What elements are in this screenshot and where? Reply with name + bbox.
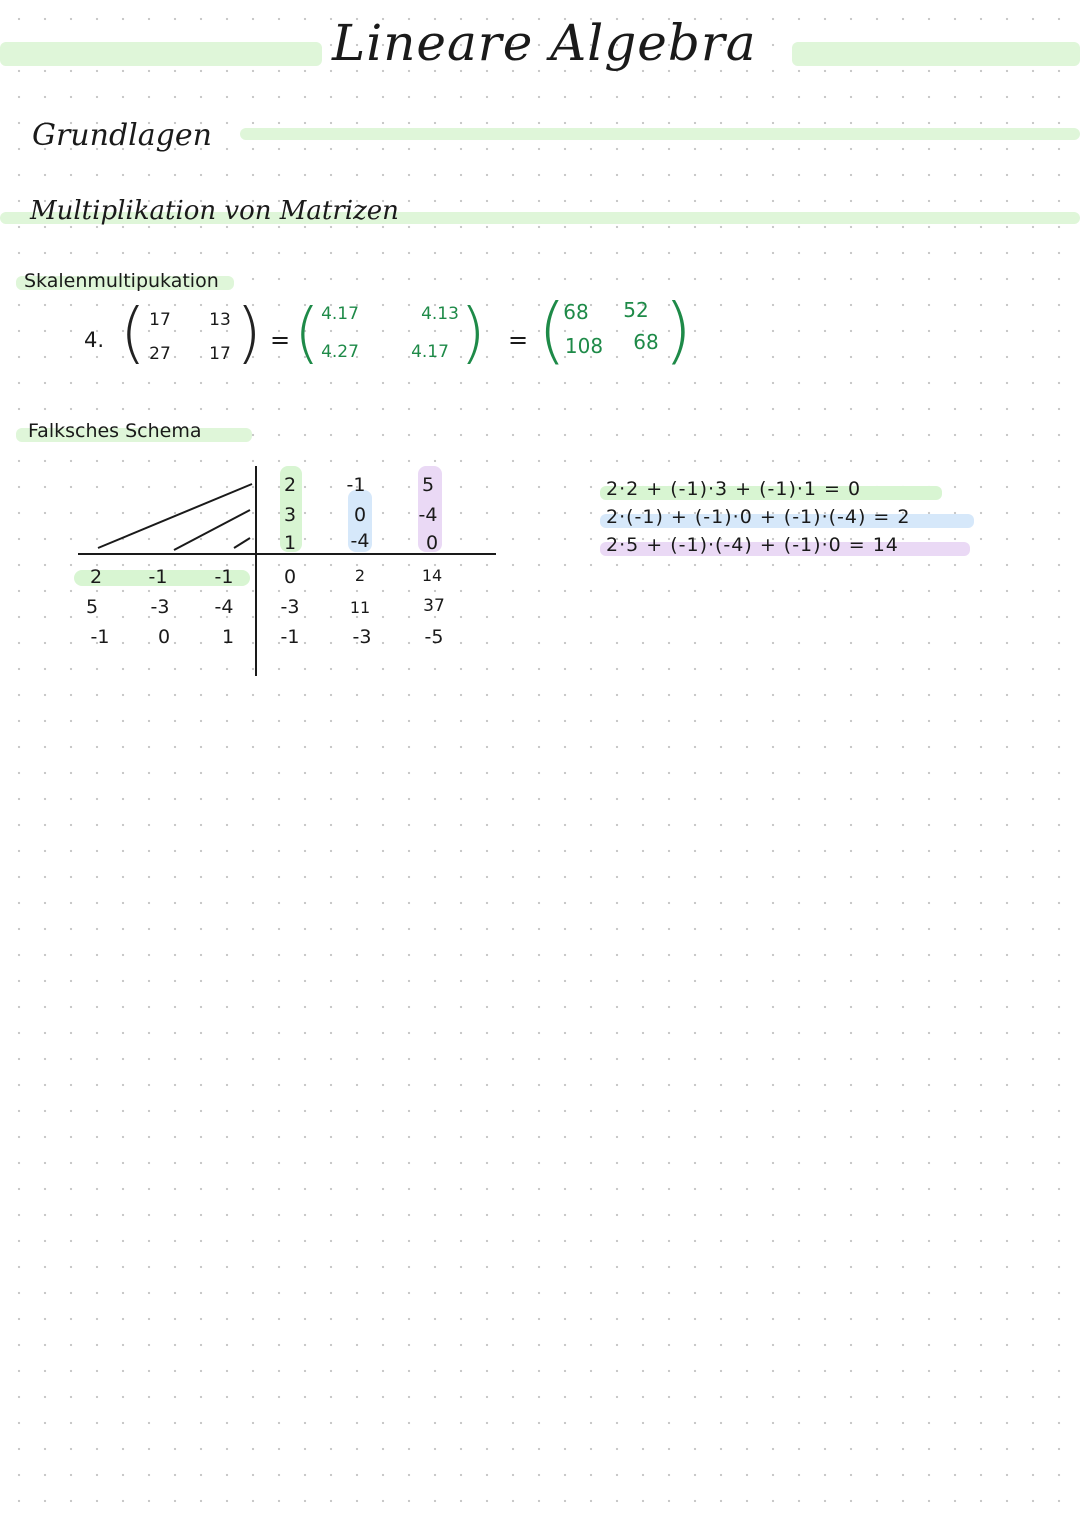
matrix-b-cell: -4 xyxy=(418,504,438,526)
matrix-b-cell: -1 xyxy=(346,474,366,496)
matrix-c-cell: -3 xyxy=(280,596,300,618)
matrix-b-cell: 1 xyxy=(283,532,297,554)
matrix-b-cell: 0 xyxy=(353,504,367,526)
subsection-heading: Multiplikation von Matrizen xyxy=(30,196,399,226)
matrix-a-cell: 0 xyxy=(157,626,171,648)
matrix-left-paren: ( xyxy=(120,294,146,371)
matrix-a-cell: 2 xyxy=(89,566,103,588)
result-right-paren: ) xyxy=(664,288,693,372)
matrix-c-cell: -1 xyxy=(280,626,300,648)
matrix-b-cell: 3 xyxy=(283,504,297,526)
matrix-c-cell: 14 xyxy=(421,566,443,585)
matrix-a-cell: -1 xyxy=(214,566,234,588)
computation-line: 2·(-1) + (-1)·0 + (-1)·(-4) = 2 xyxy=(606,506,911,528)
expanded-cell: 4.27 xyxy=(321,342,359,362)
matrix-c-cell: 11 xyxy=(349,598,371,617)
page-title: Lineare Algebra xyxy=(332,14,757,72)
equals-sign: = xyxy=(270,326,291,354)
result-cell: 68 xyxy=(633,330,659,354)
expanded-right-paren: ) xyxy=(460,294,486,371)
matrix-c-cell: -5 xyxy=(424,626,444,648)
scalar-factor: 4. xyxy=(84,328,105,352)
falk-diagonal-1 xyxy=(98,484,252,548)
expanded-cell: 4.13 xyxy=(421,304,459,324)
matrix-b-cell: 2 xyxy=(283,474,297,496)
expanded-left-paren: ( xyxy=(294,294,320,371)
matrix-a-cell: -4 xyxy=(214,596,234,618)
expanded-cell: 4.17 xyxy=(411,342,449,362)
matrix-right-paren: ) xyxy=(236,294,262,371)
scalar-label: Skalenmultipukation xyxy=(24,270,219,292)
matrix-b-cell: -4 xyxy=(350,530,370,552)
expanded-cell: 4.17 xyxy=(321,304,359,324)
matrix-cell: 17 xyxy=(149,310,171,330)
computation-line: 2·2 + (-1)·3 + (-1)·1 = 0 xyxy=(606,478,862,500)
matrix-b-cell: 5 xyxy=(421,474,435,496)
matrix-c-cell: 2 xyxy=(354,566,366,585)
matrix-cell: 27 xyxy=(149,344,171,364)
falk-label: Falksches Schema xyxy=(28,420,202,442)
matrix-a-cell: -3 xyxy=(150,596,170,618)
result-cell: 108 xyxy=(564,334,604,358)
falk-grid xyxy=(0,0,1080,700)
matrix-cell: 13 xyxy=(209,310,231,330)
falk-diagonal-3 xyxy=(234,538,250,548)
result-cell: 52 xyxy=(623,298,649,322)
matrix-a-cell: 1 xyxy=(221,626,235,648)
equals-sign: = xyxy=(508,326,529,354)
matrix-b-cell: 0 xyxy=(425,532,439,554)
matrix-a-cell: -1 xyxy=(90,626,110,648)
matrix-a-cell: 5 xyxy=(85,596,99,618)
matrix-c-cell: 0 xyxy=(283,566,297,588)
result-left-paren: ( xyxy=(538,288,567,372)
computation-line: 2·5 + (-1)·(-4) + (-1)·0 = 14 xyxy=(606,534,899,556)
matrix-a-cell: -1 xyxy=(148,566,168,588)
section-heading: Grundlagen xyxy=(32,118,212,153)
result-cell: 68 xyxy=(563,300,589,324)
matrix-c-cell: 37 xyxy=(423,596,445,616)
matrix-c-cell: -3 xyxy=(352,626,372,648)
matrix-cell: 17 xyxy=(209,344,231,364)
